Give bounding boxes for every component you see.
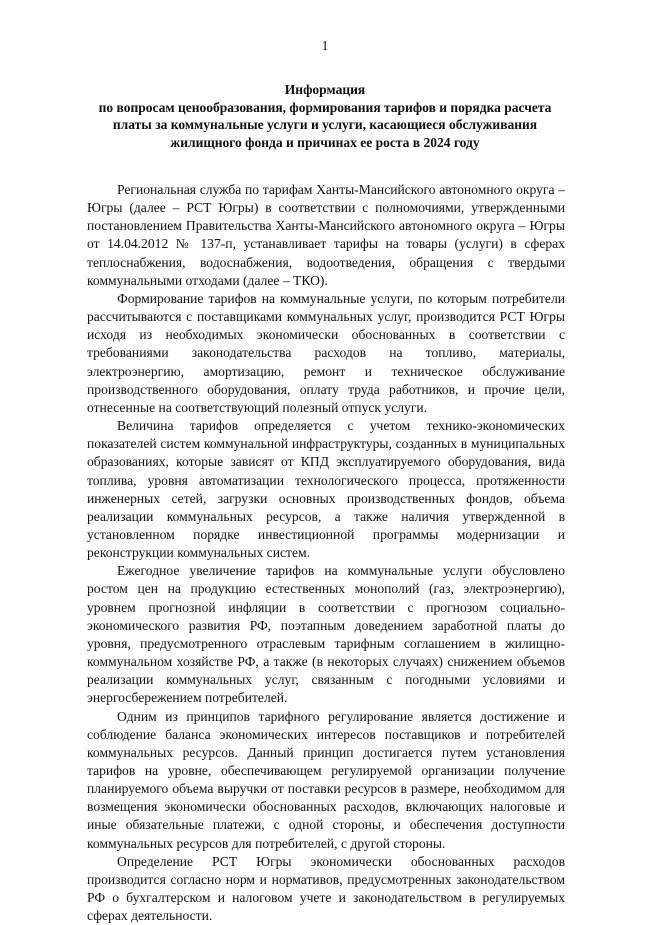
title-line: платы за коммунальные услуги и услуги, касающиеся обслуживания (112, 117, 538, 133)
paragraph-cost-determination: Определение РСТ Югры экономически обоснованных расходов производится согласно норм и нормативов, предусмотренных законодательством РФ о бухгалтерском и налоговом учете и законодательством в регулируемых сферах деятельности. (87, 853, 565, 924)
paragraph-balance-principle: Одним из принципов тарифного регулирование является достижение и соблюдение баланса экономических интересов поставщиков и потребителей коммунальных ресурсов. Данный принцип достигается путем установления тарифов на уровне, обеспечивающем регулируемой организации получение планируемого объема выручки от поставки ресурсов в размере, необходимом для возмещения экономически обоснованных расходов, включающих налоговые и иные обязательные платежи, с одной стороны, и обеспечения доступности коммунальных ресурсов для потребителей, с другой стороны. (87, 708, 565, 851)
document-body (87, 181, 565, 925)
document-title (80, 81, 570, 151)
title-line: Информация (284, 82, 366, 97)
paragraph-tariff-formation: Формирование тарифов на коммунальные услуги, по которым потребители рассчитываются с поставщиками коммунальных услуг, производится РСТ Югры исходя из необходимых экономически обоснованных в соответствии с требованиями законодательства расходов на топливо, материалы, электроэнергию, амортизацию, ремонт и техническое обслуживание производственного оборудования, оплату труда работников, и прочие цели, отнесенные на соответствующий полезный отпуск услуги. (87, 290, 565, 415)
title-line: по вопросам ценообразования, формирования тарифов и порядка расчета (98, 99, 552, 115)
paragraph-annual-increase: Ежегодное увеличение тарифов на коммунальные услуги обусловлено ростом цен на продукцию естественных монополий (газ, электроэнергию), уровнем прогнозной инфляции в соответствии с прогнозом социально-экономического развития РФ, поэтапным доведением заработной платы до уровня, предусмотренного отраслевым тарифным соглашением в жилищно-коммунальном хозяйстве РФ, а также (в некоторых случаях) снижением объемов реализации коммунальных услуг, связанным с погодными условиями и энергосбережением потребителей. (87, 563, 565, 706)
title-line: жилищного фонда и причинах ее роста в 2024 году (170, 134, 480, 150)
paragraph-tariff-size: Величина тарифов определяется с учетом технико-экономических показателей систем коммунальной инфраструктуры, созданных в муниципальных образованиях, которые зависят от КПД эксплуатируемого оборудования, вида топлива, уровня автоматизации технологического процесса, протяженности инженерных сетей, загрузки основных производственных фондов, объема реализации коммунальных ресурсов, а также наличия утвержденной в установленном порядке инвестиционной программы модернизации и реконструкции коммунальных систем. (87, 418, 565, 561)
page-number: 1 (321, 38, 329, 53)
paragraph-authority: Региональная служба по тарифам Ханты-Мансийского автономного округа – Югры (далее – РСТ Югры) в соответствии с полномочиями, утвержденными постановлением Правительства Ханты-Мансийского автономного округа – Югры от 14.04.2012 № 137-п, устанавливает тарифы на товары (услуги) в сферах теплоснабжения, водоснабжения, водоотведения, обращения с твердыми коммунальными отходами (далее – ТКО). (87, 182, 565, 288)
